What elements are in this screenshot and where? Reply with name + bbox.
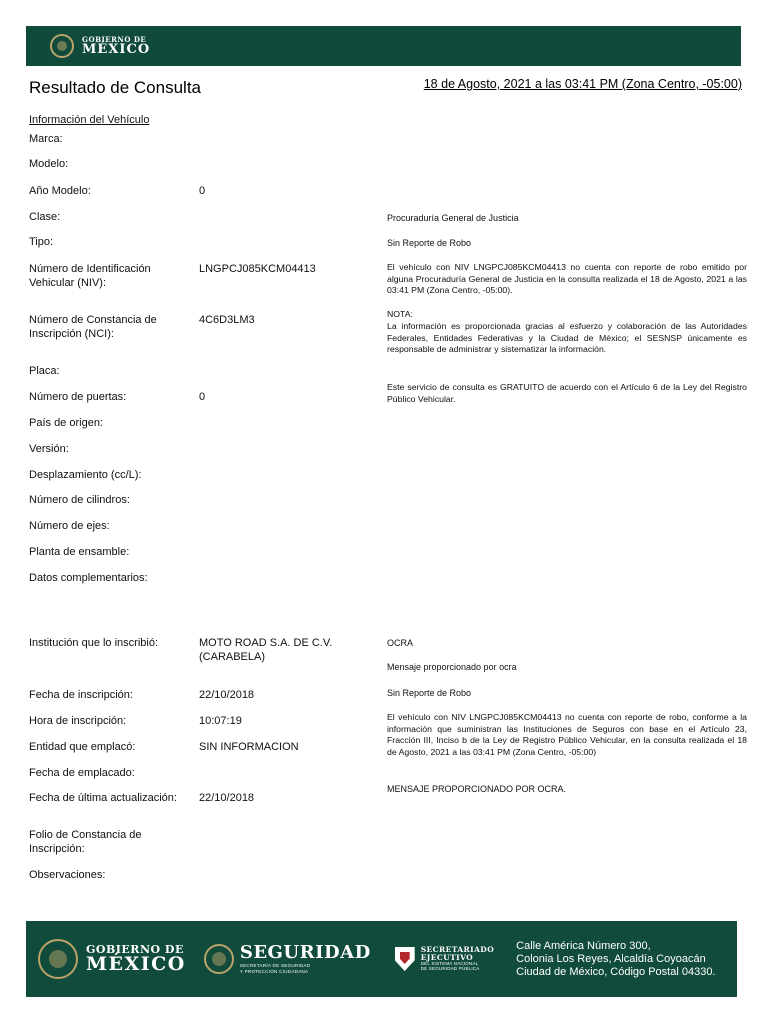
ocra-message-label: Mensaje proporcionado por ocra [387,662,517,672]
row-label: Número de puertas: [29,391,127,403]
row-value: 4C6D3LM3 [199,314,255,326]
row-value: 10:07:19 [199,715,242,727]
address-line2: Colonia Los Reyes, Alcaldía Coyoacán [516,952,706,965]
ocra-detail: El vehículo con NIV LNGPCJ085KCM04413 no cuenta con reporte de robo, conforme a la información que suministran las Instituciones de Seguros con base en el Artículo 23, Fracción III, Inciso b de la Ley de Registro Público Vehicular, en la consulta realizada el 18 de Agosto, 2021 a las 03:41 PM (Zona Centro, -05:00) [387,712,747,757]
row-value: 22/10/2018 [199,792,255,804]
pgj-status: Sin Reporte de Robo [387,238,472,248]
row-label: Observaciones: [29,869,106,881]
seguridad-title: SEGURIDAD [239,941,371,963]
consult-timestamp: 18 de Agosto, 2021 a las 03:41 PM (Zona Centro, -05:00) [423,77,742,91]
seguridad-seal-icon [204,944,234,974]
row-label: Datos complementarios: [29,572,148,584]
row-label: Entidad que emplacó: [29,741,136,753]
ocra-message-upper: MENSAJE PROPORCIONADO POR OCRA. [387,784,567,794]
row-label: País de origen: [29,417,103,429]
footer-address [516,940,715,979]
secretariado-logo [421,946,494,971]
row-label: Clase: [29,211,61,223]
row-label: Fecha de emplacado: [29,767,135,779]
secretariado-line1: SECRETARIADO [420,945,495,955]
row-value: 0 [199,185,206,197]
vehicle-section-title: Información del Vehículo [29,114,150,126]
row-label: Tipo: [29,236,54,248]
seguridad-logo [239,941,371,975]
row-label: Versión: [29,443,69,455]
row-label: Modelo: [29,158,69,170]
logo-line1: GOBIERNO DE [82,35,147,44]
footer-gob-line1: GOBIERNO DE [86,943,184,956]
row-label: Desplazamiento (cc/L): [29,469,142,481]
row-label: Fecha de inscripción: [29,689,133,701]
address-line3: Ciudad de México, Código Postal 04330. [516,965,716,978]
row-label: Folio de Constancia de Inscripción: [29,829,142,855]
secretariado-sub2: DE SEGURIDAD PÚBLICA [420,965,480,971]
row-value: LNGPCJ085KCM04413 [199,263,316,275]
address-line1: Calle América Número 300, [516,939,651,952]
row-label: Número de cilindros: [29,494,130,506]
mexico-seal-icon [50,34,74,58]
row-label: Marca: [29,133,63,145]
row-label: Año Modelo: [29,185,91,197]
header-bar [26,26,741,66]
pgj-gratuito: Este servicio de consulta es GRATUITO de acuerdo con el Artículo 6 de la Ley del Registro Público Vehicular. [387,382,747,404]
pgj-nota-text: La información es proporcionada gracias al esfuerzo y colaboración de las Autoridades Federales, Entidades Federativas y la Ciudad de México; el SESNSP únicamente es responsable de administrar y sistematizar la información. [387,321,747,354]
page-title: Resultado de Consulta [29,78,202,97]
row-label: Hora de inscripción: [29,715,127,727]
row-label: Planta de ensamble: [29,546,130,558]
gobierno-mexico-logo [86,944,186,974]
row-value: 0 [199,391,206,403]
row-value: 22/10/2018 [199,689,255,701]
pgj-nota-label: NOTA: [387,309,413,319]
secretariado-shield-icon [395,947,415,971]
secretariado-sub1: DEL SISTEMA NACIONAL [420,961,479,967]
pgj-title: Procuraduría General de Justicia [387,213,519,223]
ocra-title: OCRA [387,638,414,648]
footer-bar [26,921,737,997]
pgj-detail: El vehículo con NIV LNGPCJ085KCM04413 no cuenta con reporte de robo emitido por alguna Procuraduría General de Justicia en la consulta realizada el 18 de Agosto, 2021 a las 03:41 PM (Zona Centro, -05:00). [387,262,747,295]
row-value: SIN INFORMACION [199,741,299,753]
footer-gob-line2: MÉXICO [86,953,186,975]
row-value: MOTO ROAD S.A. DE C.V. (CARABELA) [199,637,333,663]
ocra-status: Sin Reporte de Robo [387,688,472,698]
logo-line2: MÉXICO [82,42,151,57]
gobierno-mexico-logo [82,36,150,56]
row-label: Número de ejes: [29,520,110,532]
seguridad-sub1: SECRETARÍA DE SEGURIDAD [239,962,311,968]
mexico-seal-icon [38,939,78,979]
secretariado-line2: EJECUTIVO [420,953,474,963]
row-label: Institución que lo inscribió: [29,637,159,649]
row-label: Número de Identificación Vehicular (NIV): [29,263,151,289]
seguridad-sub2: Y PROTECCIÓN CIUDADANA [239,969,309,974]
row-label: Fecha de última actualización: [29,792,177,804]
row-label: Placa: [29,365,60,377]
row-label: Número de Constancia de Inscripción (NCI): [29,314,157,340]
